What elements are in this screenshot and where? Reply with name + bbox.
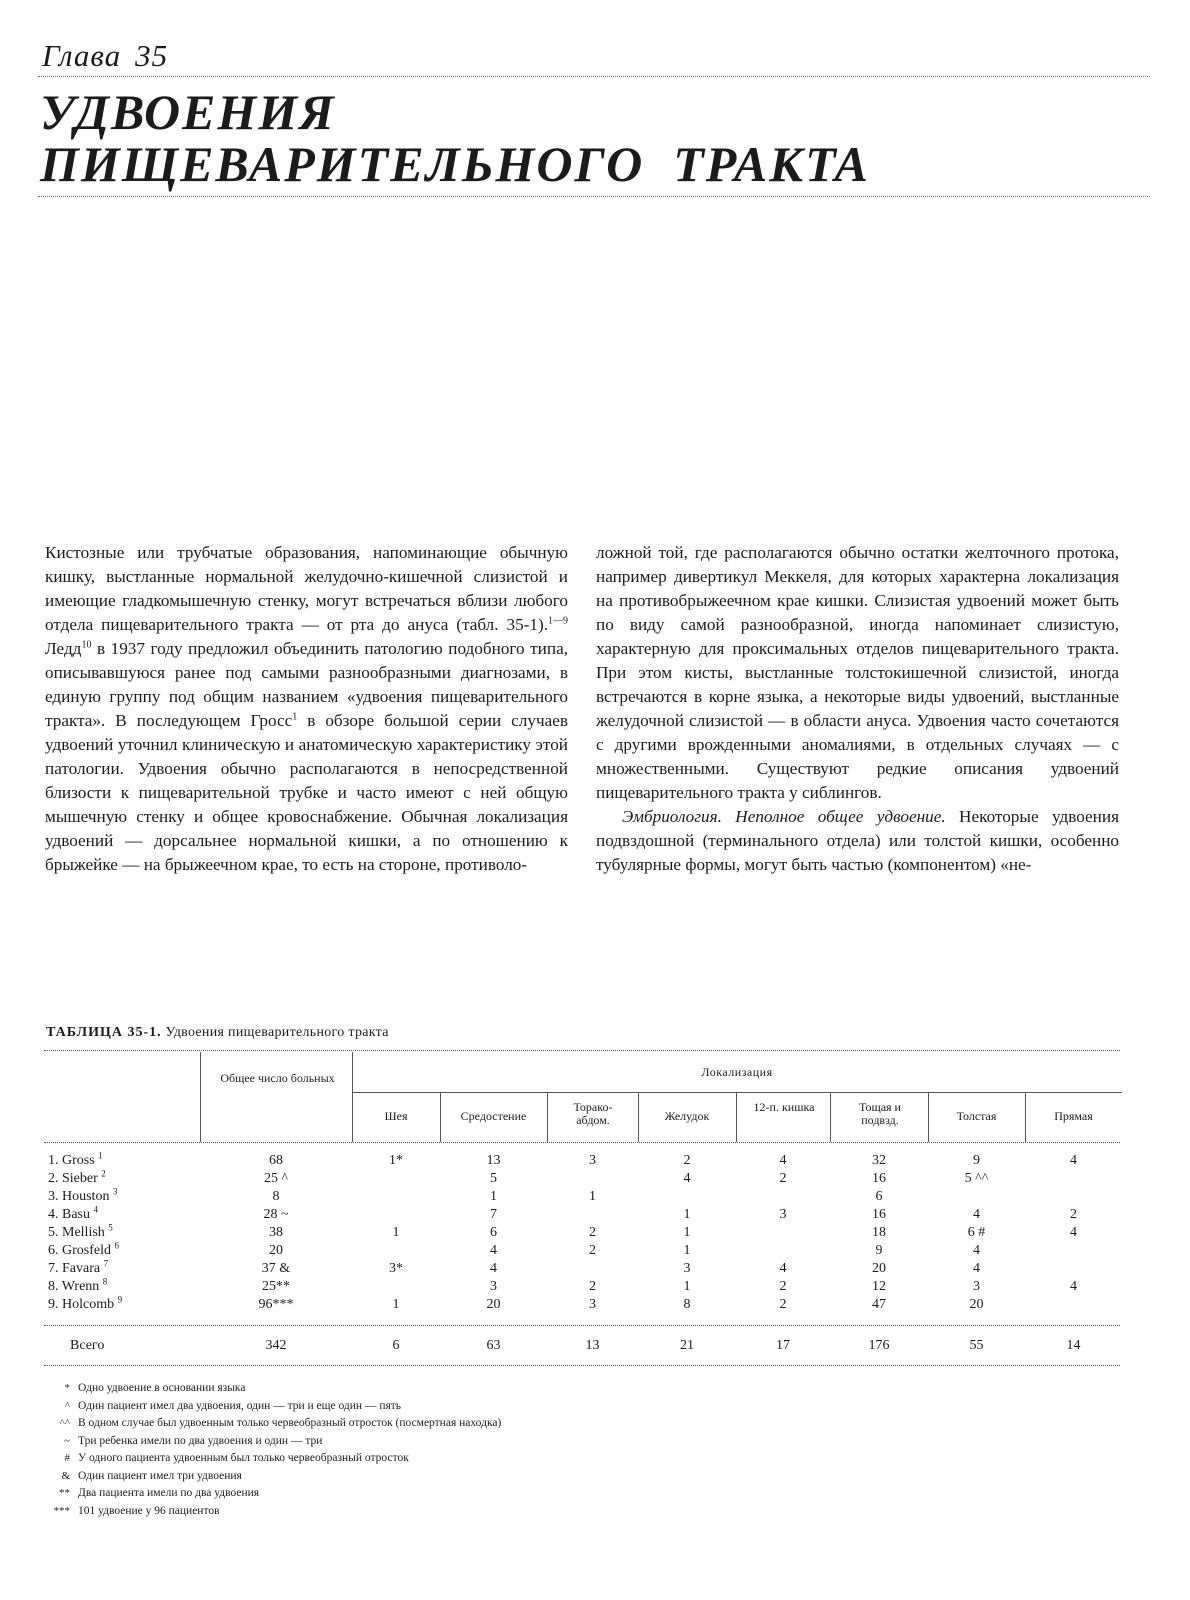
cell-stomach: 1 bbox=[683, 1279, 691, 1294]
cell-mediastinum: 13 bbox=[486, 1153, 501, 1168]
chapter-title bbox=[40, 86, 870, 190]
cell-duodenum: 2 bbox=[779, 1171, 787, 1186]
column-header-thoracoabdominal: Торако-абдом. bbox=[573, 1100, 613, 1127]
cell-thoracoabdominal: 13 bbox=[585, 1338, 600, 1353]
chapter-heading bbox=[42, 38, 168, 74]
row-name: 2. Sieber $^2$ bbox=[48, 1168, 106, 1186]
column-header-stomach: Желудок bbox=[664, 1109, 710, 1123]
cell-jejunum-ileum: 47 bbox=[872, 1297, 886, 1312]
row-name: 7. Favara $^7$ bbox=[48, 1258, 109, 1276]
cell-duodenum: 4 bbox=[779, 1261, 787, 1276]
table-caption: ТАБЛИЦА 35-1. Удвоения пищеварительного тракта bbox=[46, 1025, 389, 1040]
table-rule bbox=[44, 1325, 1120, 1326]
table-rule bbox=[547, 1092, 548, 1142]
row-name: 8. Wrenn $^8$ bbox=[48, 1276, 108, 1294]
cell-stomach: 1 bbox=[683, 1243, 691, 1258]
paragraph-continuation: ложной той, где располагаются обычно остатки желточного протока, например дивертикул Меккеля, для которых характерна локализация на противобрыжеечном крае кишки. Слизистая удвоений может быть по виду самой разнообразной, иногда напоминает слизистую, характерную для проксимальных отделов пищеварительного тракта. При этом кисты, выстланные толстокишечной слизистой, иногда встречаются в корне языка, а некоторые виды удвоений, выстланные желудочной слизистой — в области ануса. Удвоения часто сочетаются с другими врожденными аномалиями, в отдельных случаях — с множественными. Существуют редкие описания удвоений пищеварительного тракта у сиблингов. bbox=[596, 543, 1119, 802]
top-rule bbox=[38, 76, 1150, 77]
cell-duodenum: 2 bbox=[779, 1279, 787, 1294]
cell-rectum: 4 bbox=[1070, 1279, 1077, 1294]
footnote: & Один пациент имел три удвоения bbox=[61, 1469, 242, 1482]
row-name: 3. Houston $^3$ bbox=[48, 1186, 118, 1204]
cell-mediastinum: 20 bbox=[486, 1297, 501, 1312]
section-subheading: Эмбриология. Неполное общее удвоение. bbox=[622, 807, 946, 826]
title-line-1: УДВОЕНИЯ bbox=[40, 84, 336, 140]
row-name: 4. Basu $^4$ bbox=[48, 1204, 98, 1222]
cell-stomach: 21 bbox=[680, 1338, 694, 1353]
cell-stomach: 4 bbox=[683, 1171, 691, 1186]
row-name: 1. Gross $^1$ bbox=[48, 1150, 103, 1168]
column-header-colon: Толстая bbox=[956, 1109, 997, 1123]
cell-mediastinum: 4 bbox=[490, 1261, 497, 1276]
cell-stomach: 1 bbox=[683, 1207, 691, 1222]
cell-jejunum-ileum: 18 bbox=[872, 1225, 886, 1240]
cell-thoracoabdominal: 1 bbox=[589, 1189, 596, 1204]
row-name: 9. Holcomb $^9$ bbox=[48, 1294, 123, 1312]
column-header-mediastinum: Средостение bbox=[460, 1109, 527, 1123]
cell-colon: 5 ^^ bbox=[964, 1171, 989, 1186]
footnote: # У одного пациента удвоенным был только червеобразный отросток bbox=[64, 1452, 409, 1464]
footnote: * Одно удвоение в основании языка bbox=[64, 1382, 246, 1394]
cell-thoracoabdominal: 2 bbox=[589, 1225, 596, 1240]
table-rule bbox=[736, 1092, 737, 1142]
cell-jejunum-ileum: 6 bbox=[875, 1189, 883, 1204]
cell-mediastinum: 1 bbox=[490, 1189, 497, 1204]
cell-duodenum: 17 bbox=[776, 1338, 790, 1353]
cell-colon: 3 bbox=[973, 1279, 980, 1294]
cell-total: 342 bbox=[265, 1338, 287, 1353]
cell-total: 68 bbox=[269, 1153, 283, 1168]
row-name-total: Всего bbox=[70, 1338, 105, 1353]
cell-thoracoabdominal: 3 bbox=[589, 1297, 596, 1312]
cell-jejunum-ileum: 9 bbox=[875, 1243, 883, 1258]
cell-jejunum-ileum: 20 bbox=[872, 1261, 886, 1276]
cell-jejunum-ileum: 32 bbox=[872, 1153, 886, 1168]
cell-colon: 6 # bbox=[967, 1225, 986, 1240]
table-rule bbox=[352, 1092, 1122, 1093]
cell-neck: 1 bbox=[392, 1297, 400, 1312]
chapter-number: 35 bbox=[135, 38, 169, 73]
cell-total: 20 bbox=[269, 1243, 283, 1258]
cell-duodenum: 4 bbox=[779, 1153, 787, 1168]
cell-neck: 6 bbox=[392, 1338, 400, 1353]
body-column-right bbox=[596, 541, 1119, 877]
citation-ref: 1 bbox=[292, 711, 298, 723]
cell-total: 37 & bbox=[261, 1261, 291, 1276]
column-header-neck: Шея bbox=[384, 1109, 408, 1123]
table-rule bbox=[830, 1092, 831, 1142]
cell-total: 38 bbox=[269, 1225, 283, 1240]
table-rule bbox=[44, 1365, 1120, 1366]
table-rule bbox=[44, 1142, 1120, 1143]
cell-rectum: 14 bbox=[1066, 1338, 1081, 1353]
footnote: ^ Один пациент имел два удвоения, один — три и еще один — пять bbox=[64, 1399, 402, 1412]
row-name: 5. Mellish $^5$ bbox=[48, 1222, 113, 1240]
cell-rectum: 4 bbox=[1070, 1153, 1077, 1168]
citation-ref: 1—9 bbox=[548, 615, 568, 627]
column-header-duodenum: 12-п. кишка bbox=[753, 1100, 815, 1114]
citation-ref: 10 bbox=[81, 639, 92, 651]
cell-colon: 4 bbox=[973, 1207, 980, 1222]
column-header-total: Общее число больных bbox=[220, 1071, 335, 1085]
cell-total: 25 ^ bbox=[263, 1171, 289, 1186]
table-rule bbox=[44, 1050, 1120, 1051]
paragraph-intro: Кистозные или трубчатые образования, напоминающие обычную кишку, выстланные нормальной желудочно-кишечной слизистой и имеющие гладкомышечную стенку, могут встречаться вблизи любого отдела пищеварительного тракта — от рта до ануса (табл. 35-1).$^{1—9}$ Ледд$^{10}$ в 1937 году предложил объединить патологию подобного типа, описывавшуюся ранее под самыми разнообразными диагнозами, в единую группу под общим названием «удвоения пищеварительного тракта». В последующем Гросс$^1$ в обзоре большой серии случаев удвоений уточнил клиническую и анатомическую характеристику этой патологии. Удвоения обычно располагаются в непосредственной близости к пищеварительной трубке и часто имеют с ней общую мышечную стенку и общее кровоснабжение. Обычная локализация удвоений — дорсальнее нормальной кишки, а по отношению к брыжейке — на брыжеечном крае, то есть на стороне, противоло- bbox=[45, 543, 568, 874]
cell-mediastinum: 63 bbox=[486, 1338, 501, 1353]
footnote: ~ Три ребенка имели по два удвоения и один — три bbox=[64, 1434, 323, 1447]
column-header-rectum: Прямая bbox=[1054, 1109, 1093, 1123]
cell-duodenum: 2 bbox=[779, 1297, 787, 1312]
footnote: ^^ В одном случае был удвоенным только червеобразный отросток (посмертная находка) bbox=[59, 1417, 502, 1429]
cell-total: 28 ~ bbox=[263, 1207, 289, 1222]
cell-thoracoabdominal: 3 bbox=[589, 1153, 596, 1168]
title-line-2: ПИЩЕВАРИТЕЛЬНОГО ТРАКТА bbox=[40, 136, 870, 192]
cell-jejunum-ileum: 12 bbox=[872, 1279, 886, 1294]
cell-jejunum-ileum: 176 bbox=[868, 1338, 890, 1353]
cell-duodenum: 3 bbox=[779, 1207, 787, 1222]
column-header-jejunum-ileum: Тощая и подвзд. bbox=[859, 1100, 901, 1127]
row-name: 6. Grosfeld $^6$ bbox=[48, 1240, 119, 1258]
column-header-localization: Локализация bbox=[701, 1065, 773, 1079]
title-rule bbox=[38, 196, 1150, 197]
chapter-label: Глава bbox=[42, 38, 122, 73]
cell-neck: 1* bbox=[389, 1153, 403, 1168]
cell-mediastinum: 7 bbox=[490, 1207, 497, 1222]
footnote: ** Два пациента имели по два удвоения bbox=[59, 1487, 260, 1499]
cell-colon: 4 bbox=[973, 1261, 980, 1276]
cell-mediastinum: 3 bbox=[490, 1279, 497, 1294]
cell-thoracoabdominal: 2 bbox=[589, 1243, 596, 1258]
footnote: *** 101 удвоение у 96 пациентов bbox=[53, 1504, 220, 1517]
cell-mediastinum: 6 bbox=[490, 1225, 497, 1240]
cell-stomach: 2 bbox=[683, 1153, 691, 1168]
cell-total: 8 bbox=[272, 1189, 280, 1204]
cell-colon: 20 bbox=[969, 1297, 984, 1312]
cell-stomach: 3 bbox=[683, 1261, 691, 1276]
body-column-left bbox=[45, 541, 568, 877]
cell-thoracoabdominal: 2 bbox=[589, 1279, 596, 1294]
table-rule bbox=[200, 1052, 201, 1142]
cell-colon: 4 bbox=[973, 1243, 980, 1258]
cell-neck: 3* bbox=[389, 1261, 403, 1276]
cell-mediastinum: 4 bbox=[490, 1243, 497, 1258]
cell-total: 96*** bbox=[258, 1297, 294, 1312]
cell-neck: 1 bbox=[392, 1225, 400, 1240]
cell-jejunum-ileum: 16 bbox=[872, 1207, 886, 1222]
cell-colon: 9 bbox=[973, 1153, 980, 1168]
cell-total: 25** bbox=[262, 1279, 290, 1294]
cell-colon: 55 bbox=[969, 1338, 984, 1353]
cell-stomach: 8 bbox=[683, 1297, 691, 1312]
cell-mediastinum: 5 bbox=[490, 1171, 497, 1186]
cell-stomach: 1 bbox=[683, 1225, 691, 1240]
table-footnotes bbox=[40, 1380, 501, 1520]
cell-jejunum-ileum: 16 bbox=[872, 1171, 886, 1186]
cell-rectum: 4 bbox=[1070, 1225, 1077, 1240]
paragraph-embryology: Эмбриология. Неполное общее удвоение. Некоторые удвоения подвздошной (терминального отдела) или толстой кишки, особенно тубулярные формы, могут быть частью (компонентом) «не- bbox=[596, 807, 1119, 874]
cell-rectum: 2 bbox=[1070, 1207, 1077, 1222]
